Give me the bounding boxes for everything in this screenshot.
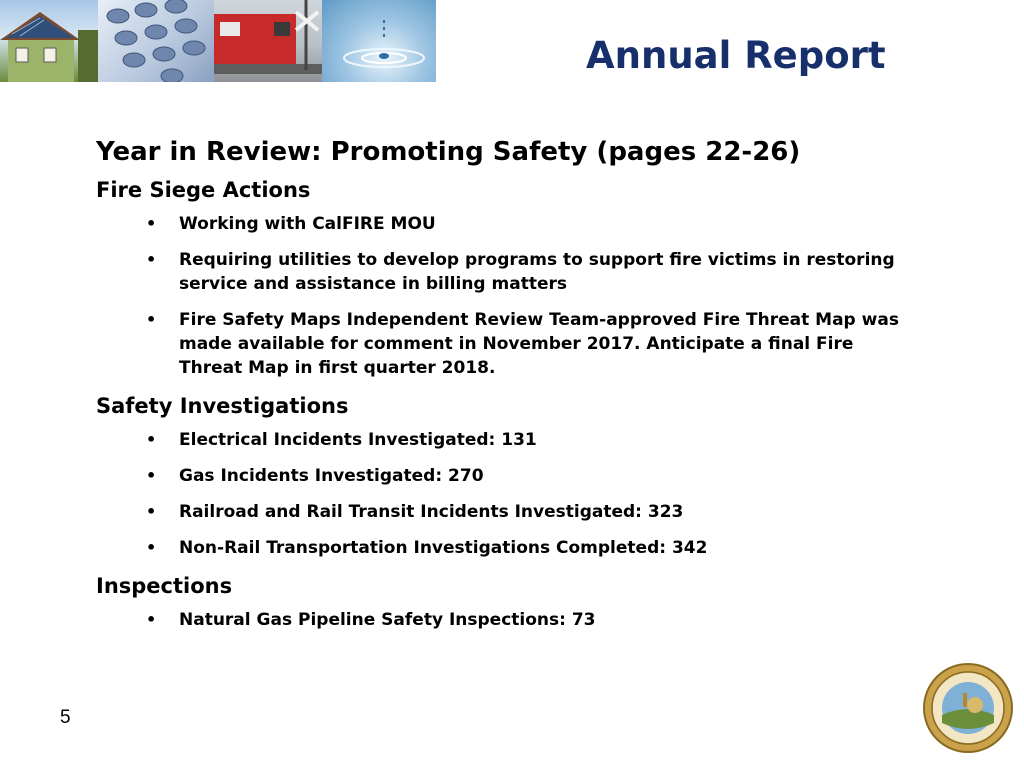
list-item: • Working with CalFIRE MOU xyxy=(146,212,899,236)
section-title-safety-investigations: Safety Investigations xyxy=(96,394,349,418)
slide-heading: Year in Review: Promoting Safety (pages 22-26) xyxy=(96,137,801,167)
house-solar-image xyxy=(0,0,98,82)
fire-siege-list xyxy=(96,212,956,380)
safety-investigations-list xyxy=(96,428,956,560)
header-banner xyxy=(0,0,436,82)
water-drop-image xyxy=(322,0,436,82)
section-title-inspections: Inspections xyxy=(96,574,233,598)
page-number: 5 xyxy=(60,707,71,728)
list-item: • Fire Safety Maps Independent Review Team-approved Fire Threat Map was made available for comment in November 2017. Anticipate a final Fire Threat Map in first quarter 2018. xyxy=(146,308,899,380)
cpuc-seal-icon xyxy=(923,663,1013,753)
train-image xyxy=(214,0,322,82)
slide-content xyxy=(96,136,956,644)
inspections-list xyxy=(96,608,956,632)
list-item: • Railroad and Rail Transit Incidents Investigated: 323 xyxy=(146,500,899,524)
list-item: • Electrical Incidents Investigated: 131 xyxy=(146,428,899,452)
list-item: • Natural Gas Pipeline Safety Inspections: 73 xyxy=(146,608,899,632)
keypad-image xyxy=(98,0,214,82)
page-title: Annual Report xyxy=(586,34,886,77)
list-item: • Requiring utilities to develop programs to support fire victims in restoring service and assistance in billing matters xyxy=(146,248,899,296)
list-item: • Non-Rail Transportation Investigations Completed: 342 xyxy=(146,536,899,560)
list-item: • Gas Incidents Investigated: 270 xyxy=(146,464,899,488)
section-title-fire-siege: Fire Siege Actions xyxy=(96,178,311,202)
